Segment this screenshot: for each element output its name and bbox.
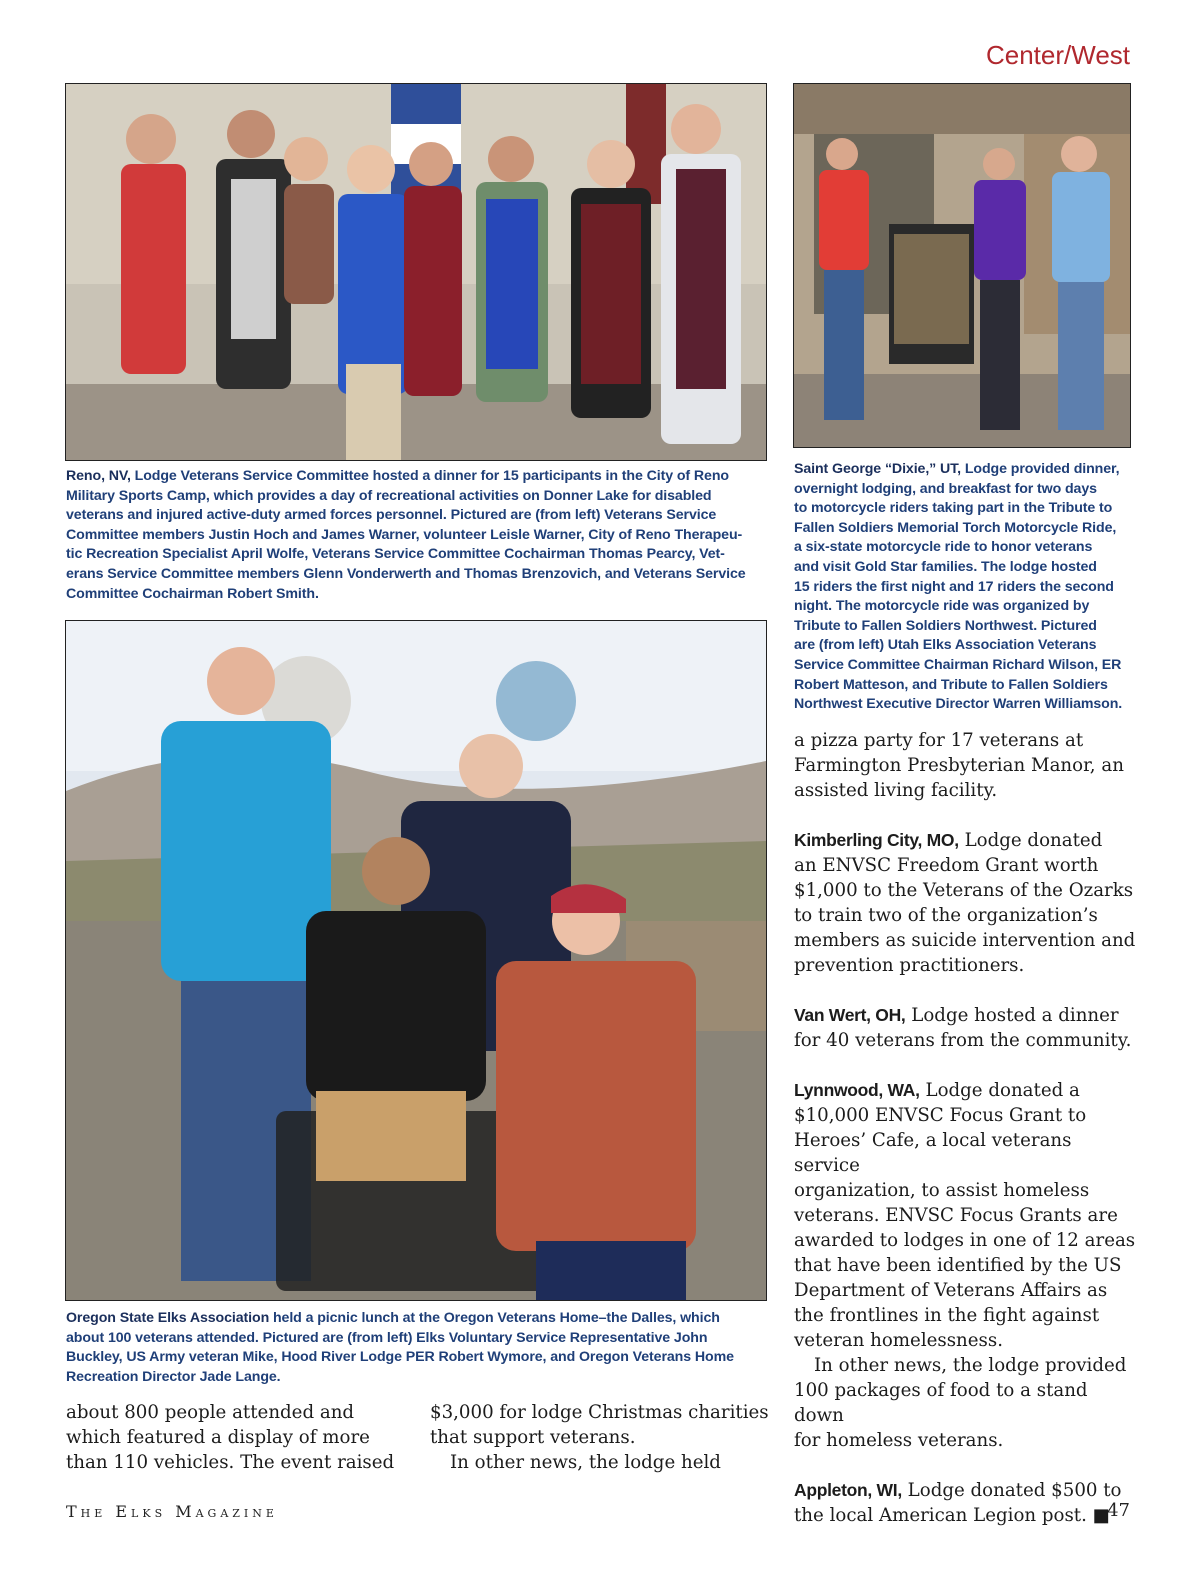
kimberling-item bbox=[794, 828, 1139, 853]
body-line: for 40 veterans from the community. bbox=[794, 1030, 1132, 1051]
body-line: 100 packages of food to a stand down bbox=[794, 1380, 1088, 1426]
body-line: Heroes’ Cafe, a local veterans service bbox=[794, 1130, 1072, 1176]
page-number: 47 bbox=[1107, 1500, 1130, 1521]
oregon-caption bbox=[66, 1309, 766, 1387]
caption-line: night. The motorcycle ride was organized by bbox=[794, 598, 1090, 615]
body-line: the local American Legion post. ■ bbox=[794, 1505, 1110, 1526]
caption-line: veterans and injured active-duty armed forces personnel. Pictured are (from left) Veterans Service bbox=[66, 507, 717, 524]
body-line: $3,000 for lodge Christmas charities bbox=[430, 1402, 769, 1423]
caption-line: Lodge Veterans Service Committee hosted a dinner for 15 participants in the City of Reno bbox=[130, 468, 729, 484]
lynnwood-lead: Lynnwood, WA, bbox=[794, 1080, 920, 1100]
body-line: that have been identified by the US bbox=[794, 1255, 1122, 1276]
body-line: veterans. ENVSC Focus Grants are bbox=[794, 1205, 1118, 1226]
caption-line: Service Committee Chairman Richard Wilson, ER bbox=[794, 656, 1122, 673]
caption-line: Military Sports Camp, which provides a day of recreational activities on Donner Lake for disabled bbox=[66, 487, 712, 504]
body-line: Department of Veterans Affairs as bbox=[794, 1280, 1108, 1301]
reno-caption bbox=[66, 467, 766, 604]
reno-group-photo bbox=[65, 83, 767, 461]
kimberling-lead: Kimberling City, MO, bbox=[794, 830, 959, 850]
body-column-1 bbox=[66, 1400, 411, 1475]
saint-george-caption-lead: Saint George “Dixie,” UT, bbox=[794, 461, 962, 477]
appleton-item bbox=[794, 1478, 1139, 1503]
caption-line: Northwest Executive Director Warren Williamson. bbox=[794, 696, 1123, 713]
caption-line: and visit Gold Star families. The lodge hosted bbox=[794, 558, 1097, 575]
body-line: organization, to assist homeless bbox=[794, 1180, 1090, 1201]
caption-line: Recreation Director Jade Lange. bbox=[66, 1368, 281, 1385]
body-column-3 bbox=[794, 728, 1139, 1528]
body-line: than 110 vehicles. The event raised bbox=[66, 1452, 395, 1473]
vanwert-item bbox=[794, 1003, 1139, 1028]
body-line: to train two of the organization’s bbox=[794, 905, 1098, 926]
caption-line: Lodge provided dinner, bbox=[961, 461, 1120, 477]
body-line: Lodge hosted a dinner bbox=[905, 1005, 1119, 1026]
saint-george-caption bbox=[794, 460, 1139, 715]
caption-line: 15 riders the first night and 17 riders the second bbox=[794, 578, 1114, 595]
body-line: $1,000 to the Veterans of the Ozarks bbox=[794, 880, 1134, 901]
body-line: Farmington Presbyterian Manor, an bbox=[794, 755, 1124, 776]
saint-george-group-photo bbox=[793, 83, 1131, 448]
caption-line: Tribute to Fallen Soldiers Northwest. Pictured bbox=[794, 617, 1097, 634]
body-column-2 bbox=[430, 1400, 775, 1475]
magazine-name: The Elks Magazine bbox=[66, 1502, 278, 1521]
lynnwood-item bbox=[794, 1078, 1139, 1103]
caption-line: Committee Cochairman Robert Smith. bbox=[66, 585, 319, 602]
caption-line: are (from left) Utah Elks Association Veterans bbox=[794, 637, 1097, 654]
caption-line: a six-state motorcycle ride to honor veterans bbox=[794, 539, 1093, 556]
body-line: about 800 people attended and bbox=[66, 1402, 355, 1423]
body-line: $10,000 ENVSC Focus Grant to bbox=[794, 1105, 1087, 1126]
caption-line: about 100 veterans attended. Pictured are (from left) Elks Voluntary Service Representative John bbox=[66, 1329, 708, 1346]
body-line: which featured a display of more bbox=[66, 1427, 370, 1448]
caption-line: Robert Matteson, and Tribute to Fallen Soldiers bbox=[794, 676, 1108, 693]
body-line: Lodge donated a bbox=[919, 1080, 1080, 1101]
body-line: members as suicide intervention and bbox=[794, 930, 1136, 951]
body-line: that support veterans. bbox=[430, 1427, 636, 1448]
body-line: In other news, the lodge held bbox=[450, 1452, 721, 1473]
photo-saint-george-image bbox=[794, 84, 1130, 447]
oregon-caption-lead: Oregon State Elks Association bbox=[66, 1310, 270, 1326]
oregon-group-photo bbox=[65, 620, 767, 1301]
section-tag: Center/West bbox=[985, 40, 1130, 70]
caption-line: Committee members Justin Hoch and James Warner, volunteer Leisle Warner, City of Reno Therapeu- bbox=[66, 526, 743, 543]
appleton-lead: Appleton, WI, bbox=[794, 1480, 902, 1500]
body-line: Lodge donated bbox=[958, 830, 1103, 851]
body-line: the frontlines in the fight against bbox=[794, 1305, 1100, 1326]
body-line: veteran homelessness. bbox=[794, 1330, 1003, 1351]
body-line: a pizza party for 17 veterans at bbox=[794, 730, 1084, 751]
body-line: Lodge donated $500 to bbox=[901, 1480, 1122, 1501]
body-line: In other news, the lodge provided bbox=[814, 1355, 1127, 1376]
photo-reno-image bbox=[66, 84, 766, 460]
caption-line: overnight lodging, and breakfast for two days bbox=[794, 480, 1097, 497]
caption-line: held a picnic lunch at the Oregon Veterans Home–the Dalles, which bbox=[269, 1310, 720, 1326]
caption-line: Fallen Soldiers Memorial Torch Motorcycle Ride, bbox=[794, 519, 1117, 536]
body-line: assisted living facility. bbox=[794, 780, 998, 801]
caption-line: to motorcycle riders taking part in the Tribute to bbox=[794, 500, 1113, 517]
reno-caption-lead: Reno, NV, bbox=[66, 468, 131, 484]
vanwert-lead: Van Wert, OH, bbox=[794, 1005, 906, 1025]
caption-line: erans Service Committee members Glenn Vonderwerth and Thomas Brenzovich, and Veterans Service bbox=[66, 565, 746, 582]
photo-oregon-image bbox=[66, 621, 766, 1300]
body-line: an ENVSC Freedom Grant worth bbox=[794, 855, 1099, 876]
body-line: for homeless veterans. bbox=[794, 1430, 1004, 1451]
body-line: awarded to lodges in one of 12 areas bbox=[794, 1230, 1136, 1251]
caption-line: Buckley, US Army veteran Mike, Hood River Lodge PER Robert Wymore, and Oregon Veterans Home bbox=[66, 1349, 734, 1366]
caption-line: tic Recreation Specialist April Wolfe, Veterans Service Committee Cochairman Thomas Pearcy, Vet- bbox=[66, 546, 725, 563]
body-line: prevention practitioners. bbox=[794, 955, 1025, 976]
